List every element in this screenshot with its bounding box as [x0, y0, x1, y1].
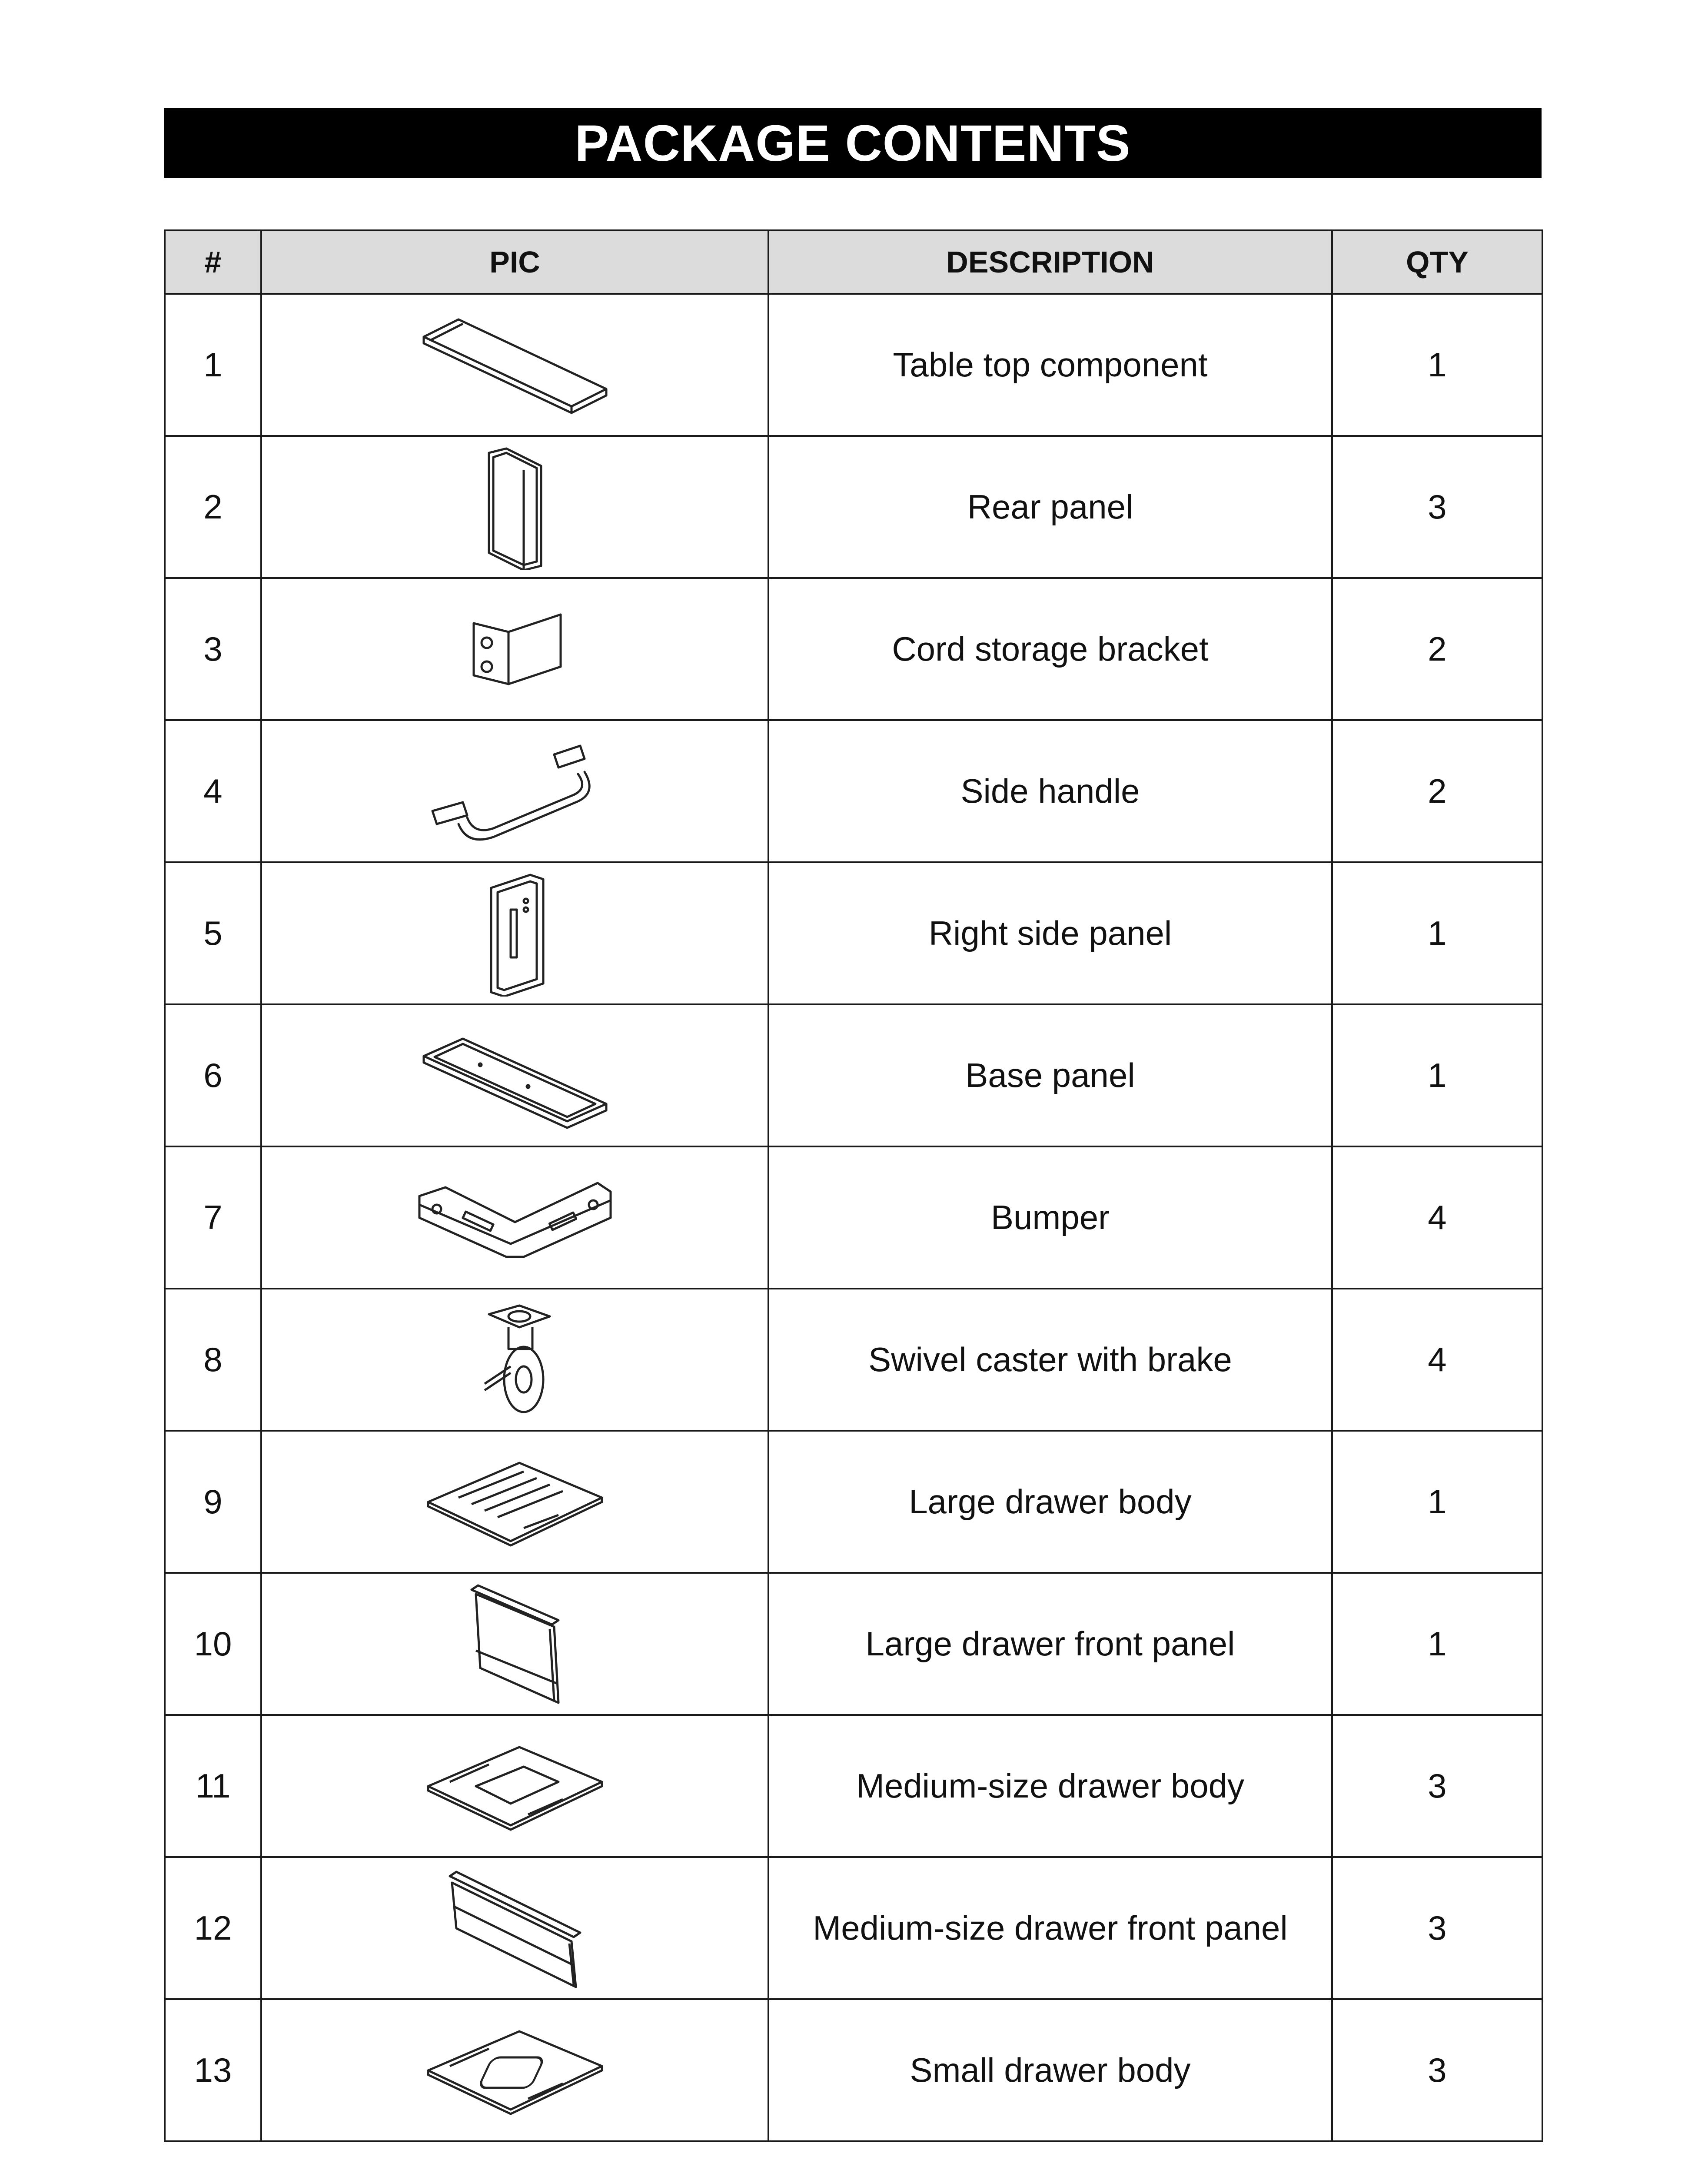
table-row: [165, 294, 1542, 436]
part-number: 9: [165, 1431, 261, 1573]
part-description: Side handle: [768, 720, 1332, 862]
column-header-qty: QTY: [1332, 230, 1542, 294]
part-quantity: 2: [1332, 720, 1542, 862]
part-picture: [261, 1431, 768, 1573]
swivel-caster-icon: [467, 1297, 563, 1423]
column-header-num: #: [165, 230, 261, 294]
part-quantity: 2: [1332, 578, 1542, 720]
part-number: 5: [165, 862, 261, 1004]
medium-drawer-front-panel-icon: [441, 1865, 589, 1991]
column-header-pic: PIC: [261, 230, 768, 294]
table-row: [165, 1146, 1542, 1289]
part-picture: [261, 1715, 768, 1857]
table-row: [165, 578, 1542, 720]
part-description: Base panel: [768, 1004, 1332, 1146]
part-description: Swivel caster with brake: [768, 1289, 1332, 1431]
title-bar: [164, 108, 1542, 178]
part-quantity: 1: [1332, 1431, 1542, 1573]
part-picture: [261, 1999, 768, 2141]
small-drawer-body-icon: [419, 2018, 611, 2123]
part-quantity: 4: [1332, 1289, 1542, 1431]
part-description: Large drawer front panel: [768, 1573, 1332, 1715]
base-panel-icon: [415, 1013, 615, 1139]
part-number: 12: [165, 1857, 261, 1999]
side-handle-icon: [424, 728, 606, 854]
part-number: 13: [165, 1999, 261, 2141]
part-picture: [261, 862, 768, 1004]
medium-drawer-body-icon: [419, 1734, 611, 1838]
part-quantity: 1: [1332, 1004, 1542, 1146]
part-description: Medium-size drawer body: [768, 1715, 1332, 1857]
part-picture: [261, 578, 768, 720]
package-contents-table: [164, 229, 1543, 2142]
part-quantity: 3: [1332, 1999, 1542, 2141]
part-picture: [261, 1573, 768, 1715]
part-picture: [261, 1289, 768, 1431]
table-row: [165, 1715, 1542, 1857]
part-quantity: 3: [1332, 1857, 1542, 1999]
part-number: 3: [165, 578, 261, 720]
part-number: 4: [165, 720, 261, 862]
part-picture: [261, 1857, 768, 1999]
table-row: [165, 1573, 1542, 1715]
part-description: Right side panel: [768, 862, 1332, 1004]
part-picture: [261, 720, 768, 862]
part-number: 11: [165, 1715, 261, 1857]
part-quantity: 3: [1332, 436, 1542, 578]
part-description: Medium-size drawer front panel: [768, 1857, 1332, 1999]
cord-storage-bracket-icon: [461, 606, 569, 693]
table-row: [165, 862, 1542, 1004]
part-number: 8: [165, 1289, 261, 1431]
part-number: 6: [165, 1004, 261, 1146]
table-row: [165, 436, 1542, 578]
part-quantity: 1: [1332, 294, 1542, 436]
part-quantity: 3: [1332, 1715, 1542, 1857]
rear-panel-icon: [480, 444, 550, 570]
part-picture: [261, 436, 768, 578]
table-header-row: [165, 230, 1542, 294]
right-side-panel-icon: [478, 871, 552, 997]
table-row: [165, 1431, 1542, 1573]
table-top-component-icon: [415, 306, 615, 424]
part-number: 10: [165, 1573, 261, 1715]
part-description: Large drawer body: [768, 1431, 1332, 1573]
part-description: Cord storage bracket: [768, 578, 1332, 720]
table-row: [165, 720, 1542, 862]
large-drawer-body-icon: [419, 1450, 611, 1554]
table-row: [165, 1004, 1542, 1146]
part-description: Bumper: [768, 1146, 1332, 1289]
table-row: [165, 1999, 1542, 2141]
table-row: [165, 1857, 1542, 1999]
part-picture: [261, 294, 768, 436]
part-description: Table top component: [768, 294, 1332, 436]
part-description: Rear panel: [768, 436, 1332, 578]
part-quantity: 1: [1332, 1573, 1542, 1715]
large-drawer-front-panel-icon: [459, 1581, 572, 1707]
part-number: 1: [165, 294, 261, 436]
part-quantity: 1: [1332, 862, 1542, 1004]
page-title: PACKAGE CONTENTS: [575, 114, 1131, 172]
part-description: Small drawer body: [768, 1999, 1332, 2141]
part-picture: [261, 1146, 768, 1289]
part-number: 7: [165, 1146, 261, 1289]
part-number: 2: [165, 436, 261, 578]
part-picture: [261, 1004, 768, 1146]
column-header-description: DESCRIPTION: [768, 230, 1332, 294]
table-row: [165, 1289, 1542, 1431]
bumper-icon: [411, 1170, 619, 1266]
part-quantity: 4: [1332, 1146, 1542, 1289]
